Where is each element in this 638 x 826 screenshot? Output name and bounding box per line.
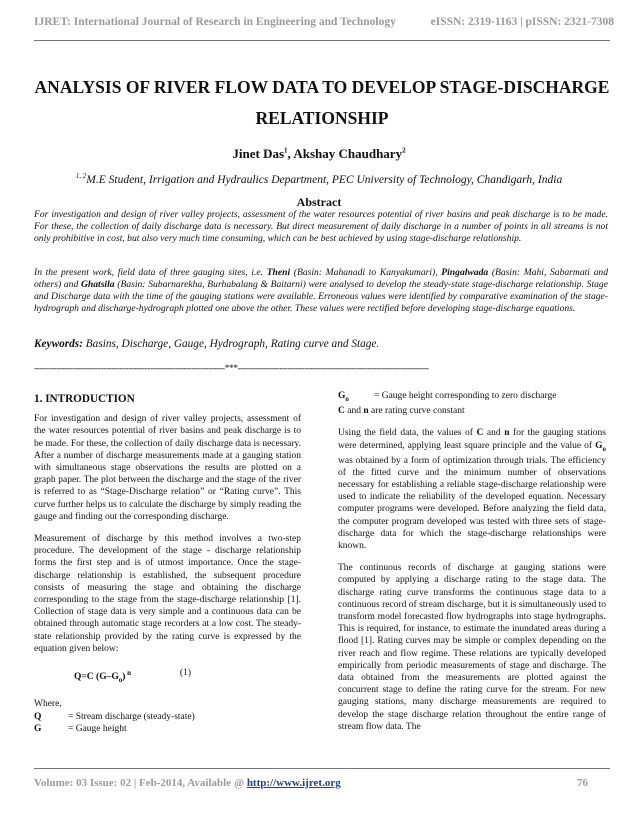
footer-volume-text: Volume: 03 Issue: 02 | Feb-2014, Available @ — [34, 777, 247, 789]
title-line-1: ANALYSIS OF RIVER FLOW DATA TO DEVELOP STAGE-DISCHARGE — [34, 77, 610, 97]
author-2: Akshay Chaudhary — [293, 146, 403, 161]
symbol-definitions-continued — [338, 390, 606, 405]
affiliation-sup: 1, 2 — [75, 172, 87, 180]
para-text: for the gauging stations were determined, applying least square principle and the value of — [338, 428, 606, 451]
equation-lhs: Q=C (G–G — [74, 672, 119, 683]
symbol: G — [34, 723, 42, 734]
site-ghatsila: Ghatsila — [80, 279, 115, 290]
equation-sub: o — [118, 676, 123, 685]
issn: eISSN: 2319-1163 | pISSN: 2321-7308 — [430, 16, 614, 28]
intro-paragraph-1: For investigation and design of river valley projects, assessment of the water resources potential of river basins and peak discharge is to be made. For these, the collection of daily discharge data is necessary. After a number of discharge measurements made at a gauging station with simultaneous stage observations the results are plotted on a graph paper. The plot between the discharge and the stage of the river is referred to as “Stage-Discharge relation” or “Rating curve”. This curve further helps us to calculate the discharge by simply reading the gauge and finding out the corresponding discharge. — [34, 414, 301, 522]
keywords — [34, 338, 608, 350]
keywords-text: Basins, Discharge, Gauge, Hydrograph, Rating curve and Stage. — [82, 338, 380, 350]
left-column — [34, 393, 301, 735]
abstract-text: (Basin: Mahi, Sabarmati and others) and — [34, 267, 608, 290]
abstract-paragraph-2 — [34, 267, 608, 315]
symbol-sub: o — [345, 394, 349, 403]
const-c: C — [338, 406, 345, 417]
para-text: Using the field data, the values of — [338, 428, 477, 439]
const-n: n — [363, 406, 369, 417]
journal-name: IJRET: International Journal of Research in Engineering and Technology — [34, 16, 396, 28]
para-text: was obtained by a form of optimization through trials. The efficiency of the fitted curve and the minimum number of observations necessary for establishing a reliable stage-discharge relationship were used to indicate the reliability of the developed equation. Necessary computer programs were developed. Before analyzing the field data, the computer program developed was tested with three sets of stage-discharge data for which the stage-discharge relationships were known. — [338, 455, 606, 552]
keywords-label: Keywords: — [34, 338, 83, 350]
author-1-sup: 1 — [284, 146, 288, 155]
abstract-text: (Basin: Subarnarekha, Burhabalang & Baitarni) were analysed to develop the steady-state stage-discharge relationship. Stage and Discharge data with the time of the gauging stations were available. Erroneous values were identified by comparative examination of the stage-hydrograph and discharge-hydrograph plotted one above the other. These values were rectified before developing stage-discharge equations. — [34, 279, 608, 314]
section-heading-introduction: 1. INTRODUCTION — [34, 393, 135, 405]
page-number: 76 — [577, 777, 588, 789]
title-line-2: RELATIONSHIP — [255, 108, 389, 128]
equation-number: (1) — [179, 668, 191, 679]
symbol-go — [595, 441, 606, 451]
const-text: are rating curve constant — [368, 406, 465, 417]
running-footer — [34, 777, 588, 789]
header-rule — [34, 40, 610, 41]
paper-title — [34, 72, 610, 134]
intro-paragraph-2: Measurement of discharge by this method involves a two-step procedure. The development of the stage - discharge relationship forms the first step and is of utmost importance. Once the stage-discharge relationship is established, the subsequent procedure consists of measuring the stage and obtaining the discharge corresponding to the stage from the stage-discharge relationship [1]. Collection of stage data is very simple and a continuous data can be obtained through automatic stage recorders at a low cost. The steady-state relationship provided by the rating curve is expressed by the equation given below: — [34, 534, 301, 654]
affiliation-text: M.E Student, Irrigation and Hydraulics Department, PEC University of Technology, Chandigarh, India — [86, 173, 563, 186]
para-text: and — [483, 428, 505, 439]
abstract-heading: Abstract — [296, 195, 342, 209]
symbol-definition: = Gauge height corresponding to zero discharge — [374, 391, 557, 401]
equation-rhs: ) — [122, 672, 126, 683]
symbol — [338, 390, 374, 405]
symbol-definition: = Stream discharge (steady-state) — [68, 711, 195, 722]
site-theni: Theni — [266, 267, 291, 278]
author-list — [0, 146, 638, 162]
right-paragraph-1 — [338, 427, 606, 552]
author-2-sup: 2 — [402, 146, 406, 155]
symbol-g: G — [338, 391, 346, 401]
section-separator: ---------------------------------------------------------------------***--------------------------------------------------------------------- — [34, 364, 429, 374]
where-label: Where, — [34, 699, 62, 710]
abstract-text: (Basin: Mahanadi to Kanyakumari), — [290, 267, 442, 278]
const-c: C — [476, 428, 484, 439]
site-pingalwada: Pingalwada — [441, 267, 489, 278]
abstract-paragraph-1: For investigation and design of river valley projects, assessment of the water resources potential of river basins and peak discharge is to be made. For these, the collection of daily discharge data is necessary. But direct measurement of daily discharge in a number of points in all streams is not only prohibitive in cost, but also very much time consuming, which can be best achieved by using stage-discharge relationship. — [34, 209, 608, 244]
affiliation — [0, 172, 638, 186]
const-and: and — [344, 406, 364, 417]
footer-rule — [34, 768, 610, 769]
author-separator: , — [287, 146, 294, 161]
equation-body — [74, 667, 131, 686]
author-1: Jinet Das — [232, 146, 285, 161]
symbol-sub: o — [602, 444, 606, 453]
constants-line — [338, 405, 606, 417]
symbol-definition: = Gauge height — [68, 723, 127, 734]
footer-volume — [34, 777, 341, 789]
running-header — [34, 16, 614, 28]
symbol-g: G — [595, 440, 603, 451]
symbol-definitions — [34, 711, 301, 735]
symbol: Q — [34, 711, 42, 722]
const-n: n — [504, 428, 510, 439]
abstract-text: In the present work, field data of three gauging sites, i.e. — [34, 267, 267, 278]
right-column — [338, 390, 606, 743]
equation-sup: n — [125, 669, 132, 678]
right-paragraph-2: The continuous records of discharge at gauging stations were computed by applying a discharge rating to the stage data. The discharge rating curve transforms the continuous stage data to a continuous record of stream discharge, but it is simultaneously used to transform model forecasted flow hydrographs into stage hydrographs. This is required, for instance, to estimate the inundated areas during a flood [1]. Rating curves may be simple or complex depending on the river reach and flow regime. These relations are typically developed empirically from periodic measurements of stage and discharge. The data obtained from the measurements are plotted against the concurrent stage to define the rating curve for the stream. For new gauging stations, many discharge measurements are required to develop the stage discharge relation throughout the entire range of stream flow data. The — [338, 563, 606, 732]
journal-link[interactable]: http://www.ijret.org — [246, 777, 341, 789]
equation-1 — [74, 667, 301, 686]
